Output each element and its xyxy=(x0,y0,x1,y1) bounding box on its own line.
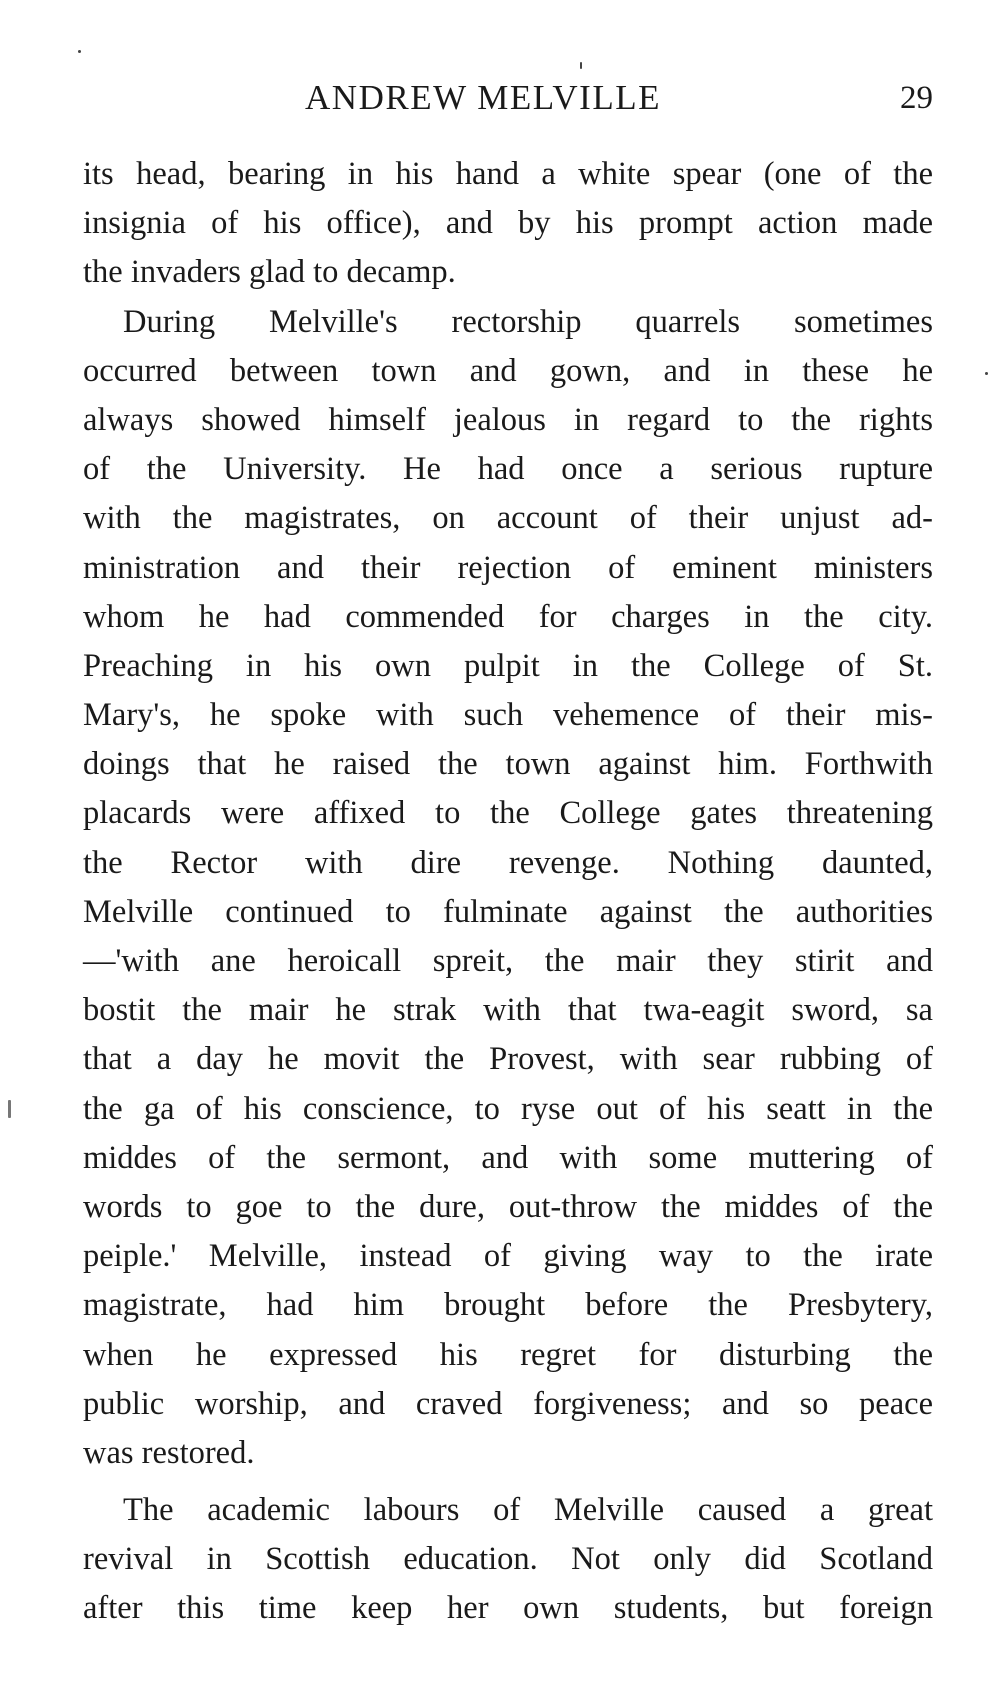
print-speck xyxy=(580,62,582,69)
paragraph xyxy=(83,1486,933,1634)
text-line: middes of the sermont, and with some muttering of xyxy=(83,1139,933,1176)
running-head xyxy=(83,72,933,124)
text-line: when he expressed his regret for disturbing the xyxy=(83,1336,933,1373)
text-line: bostit the mair he strak with that twa-eagit sword, sa xyxy=(83,992,933,1029)
text-line: Mary's, he spoke with such vehemence of their mis- xyxy=(83,697,933,734)
text-line: public worship, and craved forgiveness; and so peace xyxy=(83,1385,933,1422)
text-line: that a day he movit the Provest, with sear rubbing of xyxy=(83,1041,933,1078)
text-line: of the University. He had once a serious rupture xyxy=(83,451,933,488)
text-line: peiple.' Melville, instead of giving way to the irate xyxy=(83,1238,933,1275)
paragraph xyxy=(83,150,933,298)
text-line: magistrate, had him brought before the Presbytery, xyxy=(83,1287,933,1324)
text-line: the invaders glad to decamp. xyxy=(83,254,456,291)
text-line: The academic labours of Melville caused a great xyxy=(123,1492,933,1529)
text-line: the ga of his conscience, to ryse out of his seatt in the xyxy=(83,1090,933,1127)
text-line: occurred between town and gown, and in these he xyxy=(83,352,933,389)
paragraph-spacer xyxy=(83,1478,933,1486)
text-line: always showed himself jealous in regard to the rights xyxy=(83,401,933,438)
text-line: doings that he raised the town against him. Forthwith xyxy=(83,746,933,783)
text-line: with the magistrates, on account of their unjust ad- xyxy=(83,500,933,537)
text-line: ministration and their rejection of eminent ministers xyxy=(83,549,933,586)
print-speck xyxy=(985,372,988,375)
text-line: whom he had commended for charges in the city. xyxy=(83,598,933,635)
text-line: insignia of his office), and by his prompt action made xyxy=(83,205,933,242)
text-line: placards were affixed to the College gates threatening xyxy=(83,795,933,832)
text-line: was restored. xyxy=(83,1434,255,1471)
text-line: the Rector with dire revenge. Nothing daunted, xyxy=(83,844,933,881)
running-title: ANDREW MELVILLE xyxy=(305,78,661,117)
print-speck xyxy=(8,1100,11,1118)
text-line: Preaching in his own pulpit in the College of St. xyxy=(83,647,933,684)
text-line: —'with ane heroicall spreit, the mair they stirit and xyxy=(83,943,933,979)
body-text xyxy=(83,150,933,1634)
page-number: 29 xyxy=(900,80,933,116)
text-line: During Melville's rectorship quarrels sometimes xyxy=(123,303,933,340)
text-line: words to goe to the dure, out-throw the middes of the xyxy=(83,1188,933,1225)
text-line: after this time keep her own students, but foreign xyxy=(83,1590,933,1627)
text-line: Melville continued to fulminate against the authorities xyxy=(83,893,933,930)
paragraph xyxy=(83,298,933,1479)
text-line: revival in Scottish education. Not only did Scotland xyxy=(83,1541,933,1578)
text-line: its head, bearing in his hand a white spear (one of the xyxy=(83,156,933,192)
print-speck xyxy=(78,50,81,53)
